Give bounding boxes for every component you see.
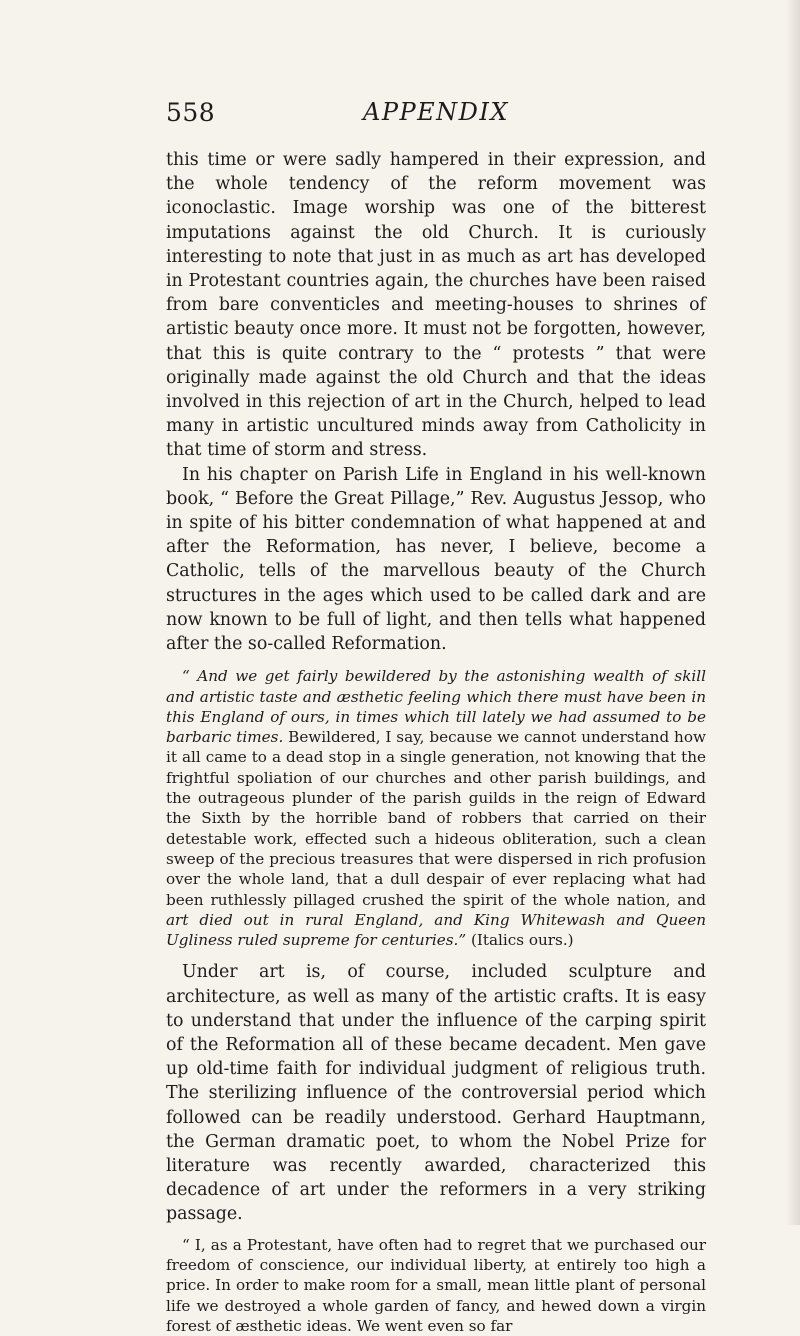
running-title: APPENDIX — [363, 98, 509, 126]
quote-italics-note: (Italics ours.) — [466, 931, 574, 950]
page-edge-shadow — [786, 0, 800, 1225]
quote-roman-middle: Bewildered, I say, because we cannot understand how it all came to a dead stop in a single generation, not knowing that the frightful spoliation of our churches and other parish buildings, and the outrageous plunder of the parish guilds in the reign of Edward the Sixth by the horrible band of robbers that carried on their detestable work, effected such a hideous obliteration, such a clean sweep of the precious treasures that were dispersed in rich profusion over the whole land, that a dull despair of ever replacing what had been ruthlessly pillaged crushed the spirit of the whole nation, and — [166, 728, 706, 909]
block-quote-hauptmann: “ I, as a Protestant, have often had to regret that we purchased our freedom of conscience, our individual liberty, at entirely too high a price. In order to make room for a small, mean little plant of personal life we destroyed a whole garden of fancy, and hewed down a virgin forest of æsthetic ideas. We went even so far — [166, 1235, 706, 1335]
paragraph-art-decadence: Under art is, of course, included sculpture and architecture, as well as many of the artistic crafts. It is easy to understand that under the influence of the carping spirit of the Reformation all of these became decadent. Men gave up old-time faith for individual judgment of religious truth. The sterilizing influence of the controversial period which followed can be readily understood. Gerhard Hauptmann, the German dramatic poet, to whom the Nobel Prize for literature was recently awarded, characterized this decadence of art under the reformers in a very striking passage. — [166, 962, 706, 1225]
page-body — [166, 148, 706, 1336]
quote-italic-closing: art died out in rural England, and King Whitewash and Queen Ugliness ruled supreme for centuries.” — [166, 910, 706, 950]
block-quote-jessop — [166, 666, 706, 950]
page-number: 558 — [166, 98, 216, 127]
paragraph-jessop: In his chapter on Parish Life in England in his well-known book, “ Before the Great Pillage,” Rev. Augustus Jessop, who in spite of his bitter condemnation of what happened at and after the Reformation, has never, I believe, become a Catholic, tells of the marvellous beauty of the Church structures in the ages which used to be called dark and are now known to be full of light, and then tells what happened after the so-called Reformation. — [166, 464, 706, 655]
quote-italic-opening: “ And we get fairly bewildered by the astonishing wealth of skill and artistic taste and æsthetic feeling which there must have been in this England of ours, in times which till lately we had assumed to be barbaric times. — [166, 667, 706, 747]
page-header — [166, 98, 706, 138]
paragraph-continuation: this time or were sadly hampered in their expression, and the whole tendency of the reform movement was iconoclastic. Image worship was one of the bitterest imputations against the old Church. It is curiously interesting to note that just in as much as art has developed in Protestant countries again, the churches have been raised from bare conventicles and meeting-houses to shrines of artistic beauty once more. It must not be forgotten, however, that this is quite contrary to the “ protests ” that were originally made against the old Church and that the ideas involved in this rejection of art in the Church, helped to lead many in artistic uncultured minds away from Catholicity in that time of storm and stress. — [166, 150, 706, 461]
